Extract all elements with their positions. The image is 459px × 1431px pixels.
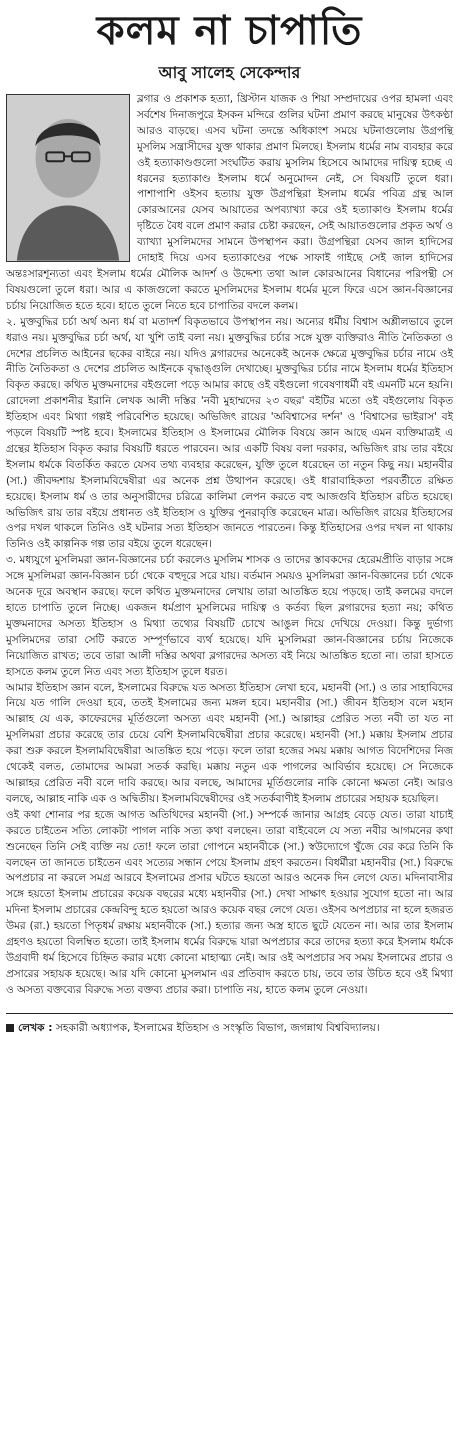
author-name: আবু সালেহ সেকেন্দার [158,63,301,82]
article-paragraph: ওই কথা শোনার পর হজে আগত অতিথিদের মহানবী (সা.) সম্পর্কে জানার আগ্রহ বেড়ে যেত। তারা যাচাই করতে চাইতেন সত্যি লোকটা পাগল নাকি সত্য কথা বলছেন। তারা বাইবেলে যে সত্য নবীর আগমনের কথা শুনেছেন তিনি সেই ব্যক্তি নয় তো! ফলে তারা গোপনে মহানবীকে (সা.) স্বউদ্যোগে খুঁজে বের করে তিনি কি বলছেন তা জানতে চাইতেন এবং সত্যের সন্ধান পেয়ে ইসলাম গ্রহণ করতেন। বিধর্মীরা মহানবীর (সা.) বিরুদ্ধে অপপ্রচার না করলে সমগ্র আরবে ইসলামের প্রসার ঘটতে হয়তো আরও অনেক দিন লেগে যেত। মদিনাবাসীর সঙ্গে হয়তো ইসলাম প্রচারের কয়েক বছরের মধ্যে মহানবীর (সা.) দেখা সাক্ষাৎ হওয়ার সুযোগ হতো না। আর মদিনা ইসলাম প্রচারের কেন্দ্রবিন্দু হতে হয়তো আরও কয়েক বছর লেগে যেত। ওইসব অপপ্রচার না হলে হজরত উমর (রা.) হয়তো পিতৃধর্ম রক্ষায় মহানবীকে (সা.) হত্যার জন্য অস্ত্র হাতে ছুটে যেতেন না। আর তার ইসলাম গ্রহণও হয়তো বিলম্বিত হতো। তাই ইসলাম ধর্মের বিরুদ্ধে যারা অপপ্রচার করে তাদের হত্যা করে ইসলাম ধর্মকে উগ্রবাদী ধর্ম হিসেবে চিহ্নিত করার মধ্যে কোনো মাহাত্ম্য নেই। আর ওই অপপ্রচার সব সময় ইসলামের প্রচার ও প্রসারের সহায়ক হয়েছে। আর যদি কোনো মুসলমান এর প্রতিবাদ করতে চায়, তবে তার উচিত হবে ওই মিথ্যা ও অসত্য বক্তব্যের বিরুদ্ধে সত্য বক্তব্য প্রচার করা। চাপাতি নয়, হাতে কলম তুলে নেওয়া। [6,808,453,996]
footer-label: লেখক : [18,1021,53,1034]
author-footer [6,1020,453,1036]
article-paragraph: ব্লগার ও প্রকাশক হত্যা, খ্রিস্টান যাজক ও শিয়া সম্প্রদায়ের ওপর হামলা এবং সর্বশেষ দিনাজপুরে ইসকন মন্দিরে গুলির ঘটনা প্রমাণ করছে মানুষের উৎকণ্ঠা আরও বাড়ছে। এসব ঘটনা তদন্তে অধিকাংশ সময়ে ঘটনাগুলোয় উগ্রপন্থি মুসলিম সন্ত্রাসীদের যুক্ত থাকার প্রমাণ মিলছে। ইসলাম ধর্মের নাম ব্যবহার করে ওই হত্যাকাণ্ডগুলো সংঘটিত করায় মুসলিম হিসেবে আমাদের দায়িত্ব হচ্ছে এ ধরনের হত্যাকাণ্ড ইসলাম ধর্মে অনুমোদন নেই, সে বিষয়টি তুলে ধরা। পাশাপাশি ওইসব হত্যায় যুক্ত উগ্রপন্থিরা ইসলাম ধর্মের পবিত্র গ্রন্থ আল কোরআনের যেসব আয়াতের অপব্যাখ্যা করে ওই হত্যাকাণ্ড ইসলাম ধর্মের দৃষ্টিতে বৈধ বলে প্রমাণ করার চেষ্টা করছেন, সেই আয়াতগুলোর প্রকৃত অর্থ ও ব্যাখ্যা মুসলিমদের সামনে উপস্থাপন করা। উগ্রপন্থিরা যেসব জাল হাদিসের দোহাই দিয়ে এসব হত্যাকাণ্ডের পক্ষে সাফাই গাইছে সেই জাল হাদিসের অন্তঃসারশূন্যতা এবং ইসলাম ধর্মের মৌলিক আদর্শ ও উদ্দেশ্য তথা আল কোরআনের বিধানের পরিপন্থী সে বিষয়গুলো তুলে ধরা। আর এ কাজগুলো করতে মুসলিমদের ইসলাম ধর্মের মূলে ফিরে এসে জ্ঞান-বিজ্ঞানের চর্চায় নিয়োজিত হতে হবে। হাতে তুলে নিতে হবে চাপাতির বদলে কলম। [6,93,453,312]
footer-text: সহকারী অধ্যাপক, ইসলামের ইতিহাস ও সংস্কৃতি বিভাগ, জগন্নাথ বিশ্ববিদ্যালয়। [55,1021,380,1034]
author-photo [6,94,130,262]
article-body [6,92,453,999]
footer-divider [6,1013,453,1014]
article-paragraph: ৩. মধ্যযুগে মুসলিমরা জ্ঞান-বিজ্ঞানের চর্চা করলেও মুসলিম শাসক ও তাদের স্তাবকদের হেরেমপ্রীতি বাড়ার সঙ্গে সঙ্গে মুসলিমরা জ্ঞান-বিজ্ঞান চর্চা থেকে বহুদূরে সরে যায়। বর্তমান সময়ও মুসলিমরা জ্ঞান-বিজ্ঞানের চর্চা থেকে অনেক দূরে অবস্থান করছে। ফলে কথিত মুক্তমনাদের লেখায় তারা আতঙ্কিত হয়ে পড়ছে। তাই কলমের বদলে হাতে চাপাতি তুলে নিচ্ছে। একজন ধর্মপ্রাণ মুসলিমের দায়িত্ব ও কর্তব্য ছিল ব্লগারদের হত্যা নয়; কথিত মুক্তমনাদের অসত্য ইতিহাস ও মিথ্যা তথ্যের বিষয়টি চোখে আঙুল দিয়ে দেখিয়ে দেওয়া। কিন্তু দুর্ভাগ্য মুসলিমদের তারা সেটি করতে সম্পূর্ণভাবে ব্যর্থ হয়েছে। যদি মুসলিমরা জ্ঞান-বিজ্ঞানের চর্চায় নিজেকে নিয়োজিত রাখত; তবে তারা আলী দস্তির অথবা ব্লগারদের অসত্য বই নিয়ে আতঙ্কিত হতো না। তারা হাসতে হাসতে কলম তুলে নিত এবং সত্য ইতিহাস তুলে ধরত। [6,554,453,678]
article-paragraph: ২. মুক্তবুদ্ধির চর্চা অর্থ অন্য ধর্ম বা মতাদর্শ বিকৃতভাবে উপস্থাপন নয়। অন্যের ধর্মীয় বিশ্বাস অশ্লীলভাবে তুলে ধরাও নয়। মুক্তবুদ্ধির চর্চা অর্থ, যা খুশি তাই বলা নয়। মুক্তবুদ্ধির চর্চার সঙ্গে যুক্ত ব্যক্তিরাও নীতি নৈতিকতা ও দেশের প্রচলিত আইনের ছকের বাইরে নয়। যদিও ব্লগারদের অনেকেই অনেক ক্ষেত্রে মুক্তবুদ্ধির চর্চার নামে ওই নীতি নৈতিকতা ও দেশের প্রচলিত আইনকে বৃদ্ধাঙ্গুলি দেখাচ্ছে। মুক্তবুদ্ধির চর্চার নামে ইসলাম ধর্মের ইতিহাস বিকৃত করছে। কথিত মুক্তমনাদের বইগুলো পড়ে আমার কাছে ওই বইগুলো গবেষণাধর্মী বই এমনটি মনে হয়নি। রোদেলা প্রকাশনীর ইরানি লেখক আলী দস্তির 'নবী মুহাম্মদের ২৩ বছর' বইটির মতো ওই বইগুলোয় বিকৃত ইতিহাস এবং মিথ্যা গল্পই পরিবেশিত হয়েছে। অভিজিৎ রায়ের 'অবিশ্বাসের দর্শন' ও 'বিশ্বাসের ভাইরাস' বই পড়লে বিষয়টি স্পষ্ট হবে। ইসলামের ইতিহাস ও ইসলামের মৌলিক বিষয়ে জ্ঞান আছে এমন ব্যক্তিমাত্রই এ গ্রন্থের ইতিহাস বিকৃত করার বিষয়টি ধরতে পারবেন। আর একটি বিষয় বলা দরকার, অভিজিৎ রায় তার বইয়ে ইসলাম ধর্মকে বিতর্কিত করতে যেসব তথ্য ব্যবহার করেছেন, যুক্তি তুলে ধরেছেন তা নতুন কিছু নয়। মহানবীর (সা.) জীবদ্দশায় ইসলামবিদ্বেষীরা এর অনেক প্রশ্ন উত্থাপন করেছে। ওই ধারাবাহিকতা পরবর্তীতে রক্ষিত হয়েছে। ইসলাম ধর্ম ও তার অনুসারীদের চরিত্রে কালিমা লেপন করতে বহু আজগুবি ইতিহাস রচিত হয়েছে। অভিজিৎ রায় তার বইয়ে প্রধানত ওই ইতিহাস ও যুক্তির পুনরাবৃত্তি করেছেন মাত্র। অভিজিৎ রায়ের ইতিহাসের ওপর দখল থাকলে তিনিও ওই ঘটনার সত্য ইতিহাস জানতে পারতেন। কিন্তু ইতিহাসের ওপর দখল না থাকায় তিনিও ওই কাল্পনিক গল্প তার বইয়ে তুলে ধরেছেন। [6,315,453,551]
square-bullet-icon [6,1024,14,1032]
article-title: কলম না চাপাতি [96,8,363,54]
author-portrait-image [7,95,129,261]
article-paragraph: আমার ইতিহাস জ্ঞান বলে, ইসলামের বিরুদ্ধে যত অসত্য ইতিহাস লেখা হবে, মহানবী (সা.) ও তার সাহাবিদের নিয়ে যত গালি দেওয়া হবে, ততই ইসলামের জন্য মঙ্গল হবে। মহানবীর (সা.) জীবন ইতিহাস বলে মহান আল্লাহ যে এক, কাফেরদের মূর্তিগুলো অসত্য এবং মহানবী (সা.) আল্লাহর প্রেরিত সত্য নবী তা যত না মুসলিমরা প্রচার করেছে তার চেয়ে বেশি ইসলামবিদ্বেষীরা প্রচার করেছে। মহানবী (সা.) মক্কায় ইসলাম প্রচার করা শুরু করলে ইসলামবিদ্বেষীরা আতঙ্কিত হয়ে পড়ে। ফলে তারা হজের সময় মক্কায় আগত বিদেশিদের নিজ থেকেই বলত, তোমাদের আমরা সতর্ক করছি। মক্কায় নতুন এক পাগলের আবির্ভাব হয়েছে। সে নিজেকে আল্লাহর প্রেরিত নবী বলে দাবি করছে। আর বলছে, আমাদের মূর্তিগুলোর নাকি কোনো ক্ষমতা নেই। আরও বলছে, আল্লাহ নাকি এক ও অদ্বিতীয়। ইসলামবিদ্বেষীদের ওই সতর্কবাণীই ইসলাম প্রচারের সহায়ক হয়েছিল। [6,681,453,805]
